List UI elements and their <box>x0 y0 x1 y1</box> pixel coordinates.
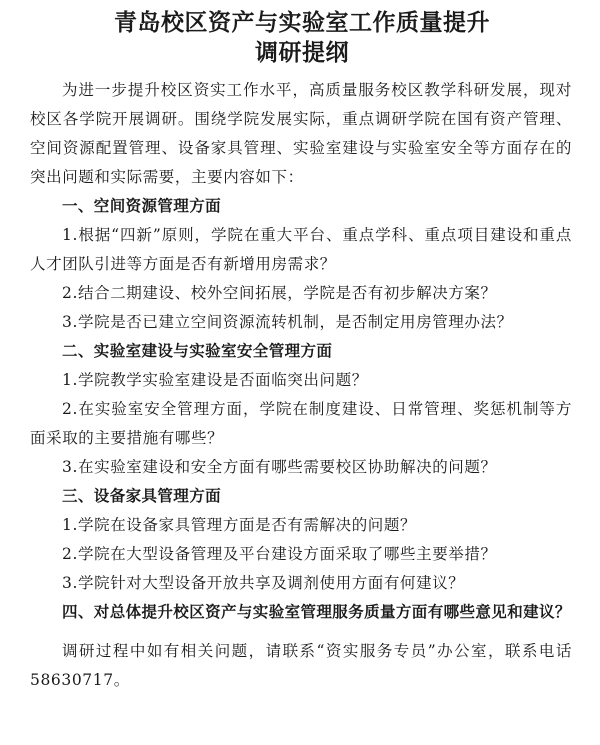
document-title <box>32 8 572 68</box>
section-1-item-1: 1.根据“四新”原则，学院在重大平台、重点学科、重点项目建设和重点人才团队引进等方面是否有新增用房需求？ <box>30 226 572 273</box>
section-2-item-3: 3.在实验室建设和安全方面有哪些需要校区协助解决的问题？ <box>62 458 497 476</box>
title-line-1: 青岛校区资产与实验室工作质量提升 <box>114 10 490 36</box>
section-2-heading: 二、实验室建设与实验室安全管理方面 <box>62 342 333 360</box>
section-1-item-3: 3.学院是否已建立空间资源流转机制，是否制定用房管理办法？ <box>62 313 513 331</box>
section-1-item-2: 2.结合二期建设、校外空间拓展，学院是否有初步解决方案？ <box>62 284 497 302</box>
section-2-item-1: 1.学院教学实验室建设是否面临突出问题？ <box>62 371 368 389</box>
section-1-heading: 一、空间资源管理方面 <box>62 197 222 215</box>
section-3-item-1: 1.学院在设备家具管理方面是否有需解决的问题？ <box>62 516 417 534</box>
contact-paragraph: 调研过程中如有相关问题，请联系“资实服务专员”办公室，联系电话 58630717。 <box>30 642 572 689</box>
section-3-heading: 三、设备家具管理方面 <box>62 487 222 505</box>
intro-paragraph: 为进一步提升校区资实工作水平，高质量服务校区教学科研发展，现对校区各学院开展调研。围绕学院发展实际，重点调研学院在国有资产管理、空间资源配置管理、设备家具管理、实验室建设与实验室安全等方面存在的突出问题和实际需要，主要内容如下： <box>30 81 572 186</box>
section-4-heading: 四、对总体提升校区资产与实验室管理服务质量方面有哪些意见和建议？ <box>62 603 571 621</box>
title-line-2: 调研提纲 <box>255 40 349 66</box>
section-3-item-2: 2.学院在大型设备管理及平台建设方面采取了哪些主要举措？ <box>62 545 497 563</box>
section-2-item-2: 2.在实验室安全管理方面，学院在制度建设、日常管理、奖惩机制等方面采取的主要措施有哪些？ <box>30 400 572 447</box>
section-3-item-3: 3.学院针对大型设备开放共享及调剂使用方面有何建议？ <box>62 574 465 592</box>
